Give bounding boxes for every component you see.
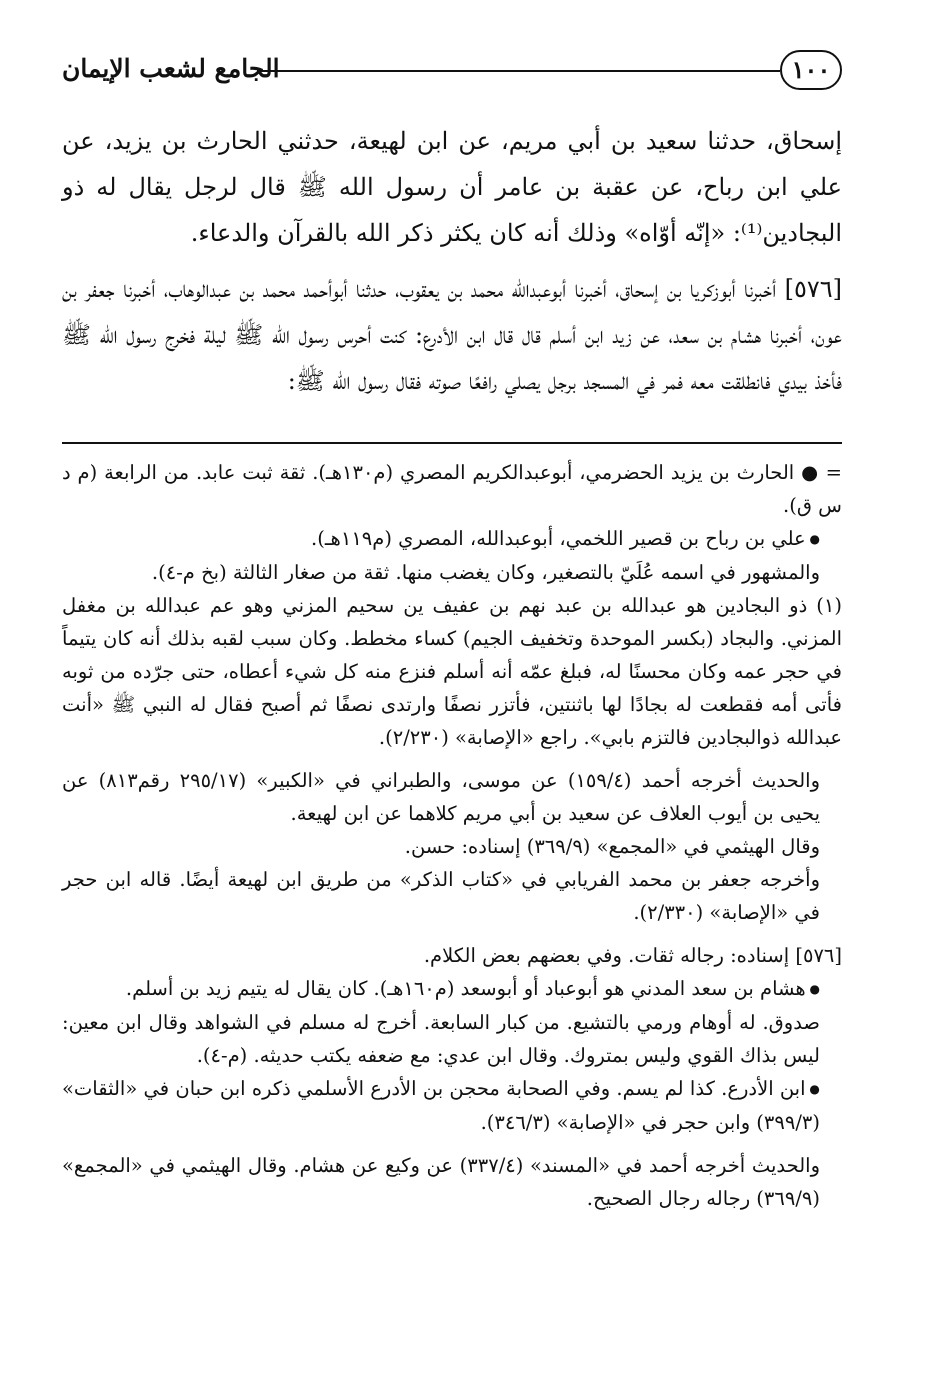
footnote-line: والمشهور في اسمه عُلَيّ بالتصغير، وكان يغضب منها. ثقة من صغار الثالثة (بخ م-٤). (151, 561, 820, 584)
footnote-line: ● هشام بن سعد المدني هو أبوعباد أو أبوسعد (م١٦٠هـ). كان يقال له يتيم زيد بن أسلم. (62, 972, 842, 1006)
footnote-divider (62, 442, 842, 444)
footnote-line: وقال الهيثمي في «المجمع» (٣٦٩/٩) إسناده: حسن. (404, 835, 820, 858)
page-header (62, 48, 842, 98)
footnote-line: [٥٧٦] إسناده: رجاله ثقات. وفي بعضهم بعض الكلام. (423, 944, 842, 967)
footnote-line: وأخرجه جعفر بن محمد الفريابي في «كتاب الذكر» من طريق ابن لهيعة أيضًا. قاله ابن حجر في «الإصابة» (٢/٣٣٠). (62, 868, 820, 924)
header-rule (257, 70, 780, 72)
footnote-line: والحديث أخرجه أحمد (١٥٩/٤) عن موسى، والطبراني في «الكبير» (٢٩٥/١٧ رقم٨١٣) عن يحيى بن أيوب العلاف عن سعيد بن أبي مريم كلاهما عن ابن لهيعة. (62, 769, 820, 825)
footnote-line: ● علي بن رباح بن قصير اللخمي، أبوعبدالله، المصري (م١١٩هـ). (62, 522, 842, 556)
footnotes (62, 456, 842, 1215)
page-number: ١٠٠ (780, 50, 842, 90)
main-paragraph: [٥٧٦] أخبرنا أبوزكريا بن إسحاق، أخبرنا أبوعبدالله محمد بن يعقوب، حدثنا أبوأحمد محمد بن عبدالوهاب، أخبرنا جعفر بن عون، أخبرنا هشام بن سعد، عن زيد ابن أسلم قال قال ابن الأدرع: كنت أحرس رسول الله ﷺ ليلة فخرج رسول الله ﷺ فأخذ بيدي فانطلقت معه فمر في المسجد برجل يصلي رافعًا صوته فقال رسول الله ﷺ: (62, 275, 842, 395)
footnote-line: والحديث أخرجه أحمد في «المسند» (٣٣٧/٤) عن وكيع عن هشام. وقال الهيثمي في «المجمع» (٣٦٩/٩) رجاله رجال الصحيح. (62, 1154, 820, 1210)
book-title: الجامع لشعب الإيمان (62, 54, 280, 83)
main-text (62, 118, 842, 404)
footnote-line: ● ابن الأدرع. كذا لم يسم. وفي الصحابة محجن بن الأدرع الأسلمي ذكره ابن حبان في «الثقات» (٣٩٩/٣) وابن حجر في «الإصابة» (٣٤٦/٣). (62, 1072, 842, 1139)
footnote-line: صدوق. له أوهام ورمي بالتشيع. من كبار السابعة. أخرج له مسلم في الشواهد وقال ابن معين: ليس بذاك القوي وليس بمتروك. وقال ابن عدي: مع ضعفه يكتب حديثه. (م-٤). (62, 1011, 820, 1067)
main-paragraph: إسحاق، حدثنا سعيد بن أبي مريم، عن ابن لهيعة، حدثني الحارث بن يزيد، عن علي ابن رباح، عن عقبة بن عامر أن رسول الله ﷺ قال لرجل يقال له ذو البجادين⁽¹⁾: «إنّه أوّاه» وذلك أنه كان يكثر ذكر الله بالقرآن والدعاء. (62, 127, 842, 247)
footnote-line: (١) ذو البجادين هو عبدالله بن عبد نهم بن عفيف ين سحيم المزني وهو عم عبدالله بن مغفل المزني. والبجاد (بكسر الموحدة وتخفيف الجيم) كساء مخطط. وكان سبب لقبه بذلك أنه كان يتيماً في حجر عمه وكان محسنًا له، فبلغ عمّه أنه أسلم فنزع منه كل شيء أعطاه، حتى جرّده من ثوبه فأتى أمه فقطعت له بجادًا لها باثنتين، فأتزر نصفًا وارتدى نصفًا ثم أصبح فقال له النبي ﷺ «أنت عبدالله ذوالبجادين فالتزم بابي». راجع «الإصابة» (٢/٢٣٠). (62, 594, 842, 749)
footnote-line: = ● الحارث بن يزيد الحضرمي، أبوعبدالكريم المصري (م١٣٠هـ). ثقة ثبت عابد. من الرابعة (م د س ق). (62, 461, 842, 517)
